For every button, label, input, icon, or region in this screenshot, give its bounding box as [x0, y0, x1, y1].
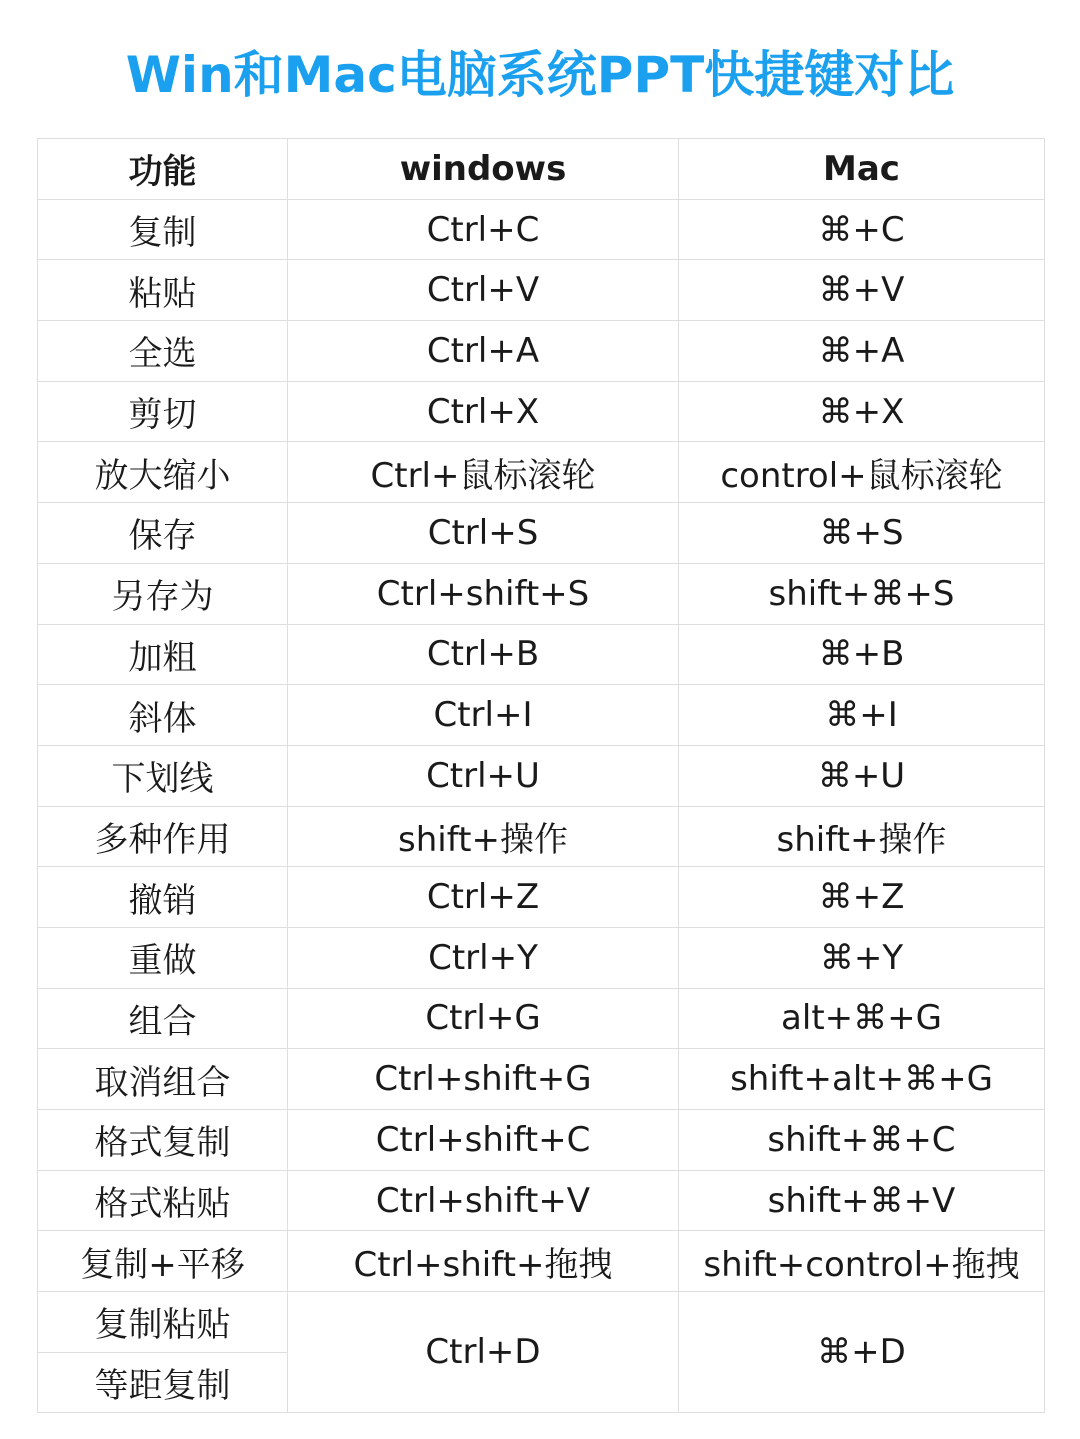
- mac-shortcut-cell: shift+操作: [679, 806, 1045, 867]
- windows-shortcut-cell: Ctrl+B: [288, 624, 679, 685]
- mac-shortcut-cell: ⌘+S: [679, 503, 1045, 564]
- header-windows: windows: [288, 139, 679, 200]
- function-cell: 加粗: [38, 624, 288, 685]
- windows-shortcut-cell-merged: Ctrl+D: [288, 1292, 679, 1413]
- mac-shortcut-cell: ⌘+Y: [679, 927, 1045, 988]
- windows-shortcut-cell: Ctrl+Y: [288, 927, 679, 988]
- table-row: [38, 867, 1045, 928]
- table-row: [38, 1049, 1045, 1110]
- page-title: Win和Mac电脑系统PPT快捷键对比: [125, 46, 955, 104]
- mac-shortcut-cell: ⌘+A: [679, 321, 1045, 382]
- windows-shortcut-cell: Ctrl+Z: [288, 867, 679, 928]
- function-cell: 另存为: [38, 563, 288, 624]
- function-cell: 下划线: [38, 745, 288, 806]
- mac-shortcut-cell: ⌘+V: [679, 260, 1045, 321]
- mac-shortcut-cell: shift+⌘+C: [679, 1110, 1045, 1171]
- function-cell: 全选: [38, 321, 288, 382]
- mac-shortcut-cell: shift+control+拖拽: [679, 1231, 1045, 1292]
- function-cell: 保存: [38, 503, 288, 564]
- function-cell: 格式复制: [38, 1110, 288, 1171]
- mac-shortcut-cell: ⌘+Z: [679, 867, 1045, 928]
- windows-shortcut-cell: Ctrl+shift+S: [288, 563, 679, 624]
- windows-shortcut-cell: Ctrl+shift+C: [288, 1110, 679, 1171]
- function-cell: 粘贴: [38, 260, 288, 321]
- mac-shortcut-cell: ⌘+X: [679, 381, 1045, 442]
- mac-shortcut-cell: ⌘+I: [679, 685, 1045, 746]
- table-row: [38, 503, 1045, 564]
- mac-shortcut-cell: shift+⌘+V: [679, 1170, 1045, 1231]
- windows-shortcut-cell: Ctrl+shift+拖拽: [288, 1231, 679, 1292]
- function-cell: 等距复制: [38, 1352, 288, 1413]
- table-row: [38, 806, 1045, 867]
- windows-shortcut-cell: Ctrl+鼠标滚轮: [288, 442, 679, 503]
- mac-shortcut-cell: ⌘+C: [679, 199, 1045, 260]
- table-row: [38, 381, 1045, 442]
- header-mac: Mac: [679, 139, 1045, 200]
- windows-shortcut-cell: Ctrl+V: [288, 260, 679, 321]
- function-cell: 斜体: [38, 685, 288, 746]
- windows-shortcut-cell: Ctrl+U: [288, 745, 679, 806]
- table-row: [38, 1110, 1045, 1171]
- table-row-merged: [38, 1292, 1045, 1353]
- windows-shortcut-cell: Ctrl+I: [288, 685, 679, 746]
- table-header-row: [38, 139, 1045, 200]
- function-cell: 撤销: [38, 867, 288, 928]
- mac-shortcut-cell-merged: ⌘+D: [679, 1292, 1045, 1413]
- table-row: [38, 442, 1045, 503]
- function-cell: 格式粘贴: [38, 1170, 288, 1231]
- function-cell: 放大缩小: [38, 442, 288, 503]
- windows-shortcut-cell: Ctrl+shift+G: [288, 1049, 679, 1110]
- windows-shortcut-cell: Ctrl+X: [288, 381, 679, 442]
- mac-shortcut-cell: ⌘+U: [679, 745, 1045, 806]
- mac-shortcut-cell: shift+⌘+S: [679, 563, 1045, 624]
- table-row: [38, 1231, 1045, 1292]
- windows-shortcut-cell: Ctrl+shift+V: [288, 1170, 679, 1231]
- table-row: [38, 745, 1045, 806]
- table-row: [38, 199, 1045, 260]
- function-cell: 多种作用: [38, 806, 288, 867]
- table-row: [38, 563, 1045, 624]
- table-row: [38, 685, 1045, 746]
- function-cell: 剪切: [38, 381, 288, 442]
- shortcut-table: [37, 138, 1045, 1413]
- table-row: [38, 988, 1045, 1049]
- mac-shortcut-cell: ⌘+B: [679, 624, 1045, 685]
- windows-shortcut-cell: Ctrl+A: [288, 321, 679, 382]
- function-cell: 复制+平移: [38, 1231, 288, 1292]
- function-cell: 复制: [38, 199, 288, 260]
- function-cell: 组合: [38, 988, 288, 1049]
- header-function: 功能: [38, 139, 288, 200]
- table-row: [38, 260, 1045, 321]
- mac-shortcut-cell: alt+⌘+G: [679, 988, 1045, 1049]
- mac-shortcut-cell: shift+alt+⌘+G: [679, 1049, 1045, 1110]
- table-row: [38, 624, 1045, 685]
- windows-shortcut-cell: Ctrl+C: [288, 199, 679, 260]
- function-cell: 取消组合: [38, 1049, 288, 1110]
- windows-shortcut-cell: Ctrl+G: [288, 988, 679, 1049]
- table-row: [38, 927, 1045, 988]
- mac-shortcut-cell: control+鼠标滚轮: [679, 442, 1045, 503]
- table-row: [38, 1170, 1045, 1231]
- table-row: [38, 321, 1045, 382]
- function-cell: 重做: [38, 927, 288, 988]
- windows-shortcut-cell: Ctrl+S: [288, 503, 679, 564]
- windows-shortcut-cell: shift+操作: [288, 806, 679, 867]
- function-cell: 复制粘贴: [38, 1292, 288, 1353]
